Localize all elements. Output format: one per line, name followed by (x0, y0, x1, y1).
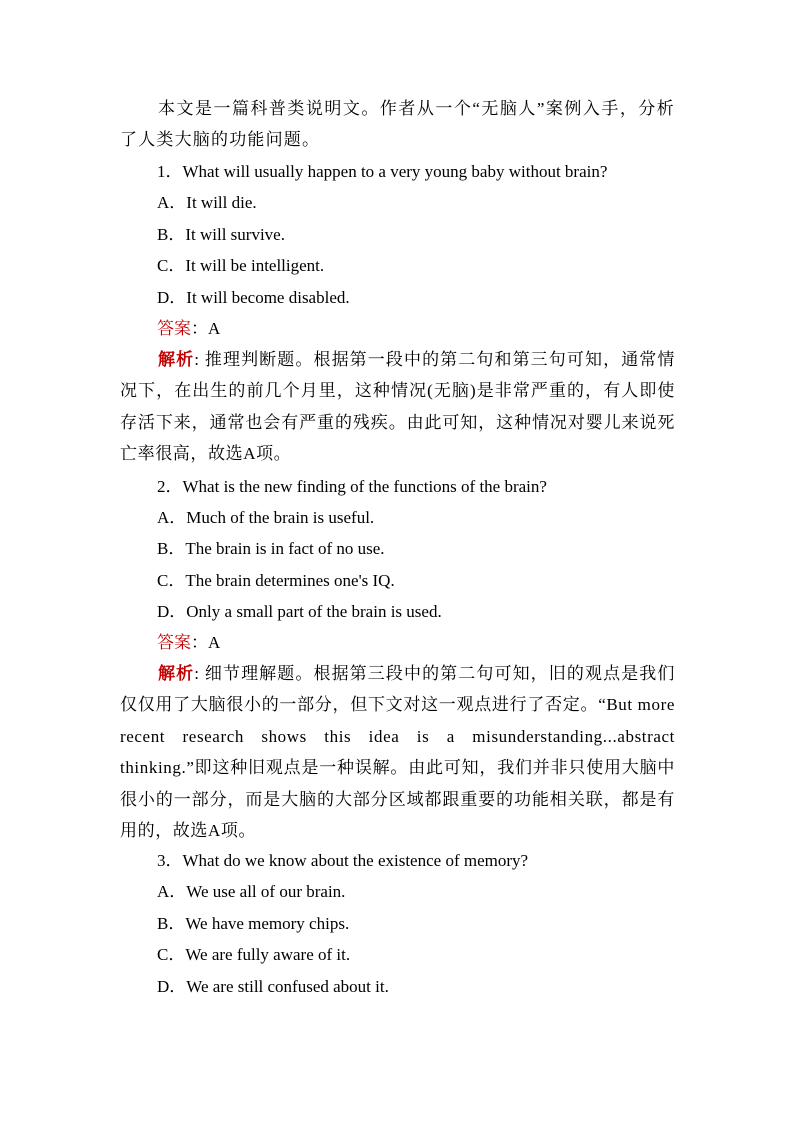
q3-option-c: C．We are fully aware of it. (157, 945, 351, 964)
q2-answer-value: ：A (191, 633, 221, 652)
q2-analysis-label: 解析 (158, 664, 195, 683)
q2-answer-label: 答案 (157, 633, 191, 652)
q2-option-d: D．Only a small part of the brain is used. (157, 602, 442, 621)
q3-option-d: D．We are still confused about it. (157, 977, 389, 996)
q2-analysis (120, 658, 675, 846)
q1-option-c: C．It will be intelligent. (157, 256, 325, 275)
q3-option-b: B．We have memory chips. (157, 914, 350, 933)
question-3: 3．What do we know about the existence of memory? (157, 851, 529, 870)
intro-paragraph: 本文是一篇科普类说明文。作者从一个“无脑人”案例入手，分析了人类大脑的功能问题。 (120, 99, 675, 150)
q1-answer-value: ：A (191, 319, 221, 338)
q1-option-a: A．It will die. (157, 193, 257, 212)
q1-analysis (120, 344, 675, 470)
q1-answer (157, 318, 220, 340)
q2-option-b: B．The brain is in fact of no use. (157, 539, 385, 558)
q2-option-c: C．The brain determines one's IQ. (157, 571, 395, 590)
q2-answer (157, 632, 220, 654)
q1-option-b: B．It will survive. (157, 225, 285, 244)
q1-analysis-text: : 推理判断题。根据第一段中的第二句和第三句可知，通常情况下，在出生的前几个月里，这种情况(无脑)是非常严重的，有人即使存活下来，通常也会有严重的残疾。由此可知，这种情况对婴儿来说死亡率很高，故选A项。 (120, 350, 675, 464)
q1-option-d: D．It will become disabled. (157, 288, 350, 307)
question-1: 1．What will usually happen to a very young baby without brain? (157, 162, 608, 181)
q2-option-a: A．Much of the brain is useful. (157, 508, 375, 527)
question-2: 2．What is the new finding of the functions of the brain? (157, 477, 547, 496)
q3-option-a: A．We use all of our brain. (157, 882, 346, 901)
q2-analysis-text: : 细节理解题。根据第三段中的第二句可知，旧的观点是我们仅仅用了大脑很小的一部分，但下文对这一观点进行了否定。“But more recent research shows this idea is a misunderstanding...abstract thinking.”即这种旧观点是一种误解。由此可知，我们并非只使用大脑中很小的一部分，而是大脑的大部分区域都跟重要的功能相关联，都是有用的，故选A项。 (120, 664, 675, 841)
q1-analysis-label: 解析 (158, 350, 195, 369)
q1-answer-label: 答案 (157, 319, 191, 338)
